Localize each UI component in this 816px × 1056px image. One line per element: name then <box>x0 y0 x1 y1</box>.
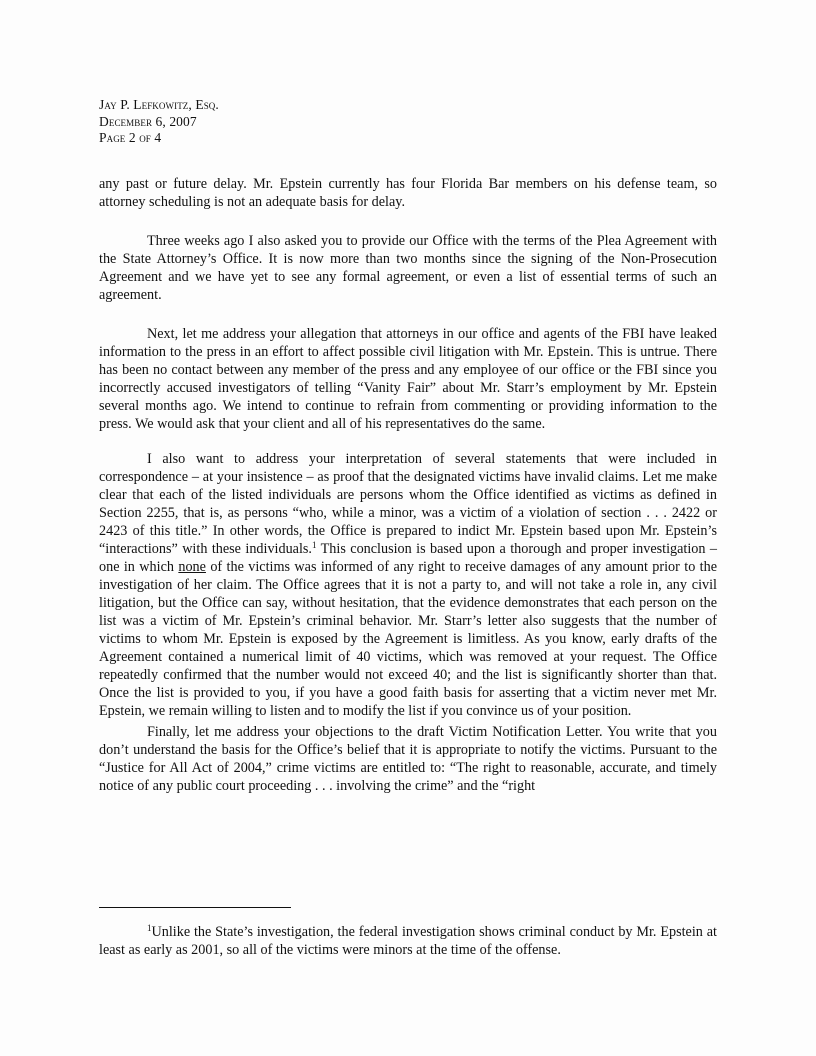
footnote-marker: 1 <box>147 923 152 933</box>
page-number: Page 2 of 4 <box>99 130 162 145</box>
footnote-reference: 1 <box>311 540 317 550</box>
letter-header <box>99 97 219 147</box>
victims-text-part-1: I also want to address your interpretation of several statements that were included in correspondence – at your insistence – as proof that the designated victims have invalid claims. Let me make clear that each of the listed individuals are persons whom the Office identified as victims as defined in Section 2255, that is, as persons “who, while a minor, was a victim of a violation of section . . . 2422 or 2423 of this title.” In other words, the Office is prepared to indict Mr. Epstein based upon Mr. Epstein’s “interactions” with these individuals. <box>99 451 717 557</box>
paragraph-victims <box>99 450 717 720</box>
paragraph-notification-letter: Finally, let me address your objections to the draft Victim Notification Letter. You write that you don’t understand the basis for the Office’s belief that it is appropriate to notify the victims. Pursuant to the “Justice for All Act of 2004,” crime victims are entitled to: “The right to reasonable, accurate, and timely notice of any public court proceeding . . . involving the crime” and the “right <box>99 724 717 794</box>
paragraph-press-leaks: Next, let me address your allegation that attorneys in our office and agents of the FBI have leaked information to the press in an effort to affect possible civil litigation with Mr. Epstein. This is untrue. There has been no contact between any member of the press and any employee of our office or the FBI since you incorrectly accused investigators of telling “Vanity Fair” about Mr. Starr’s employment by Mr. Epstein several months ago. We intend to continue to refrain from commenting or providing information to the press. We would ask that your client and all of his representatives do the same. <box>99 326 717 432</box>
footnote-text: Unlike the State’s investigation, the federal investigation shows criminal conduct by Mr. Epstein at least as early as 2001, so all of the victims were minors at the time of the offense. <box>99 924 717 958</box>
paragraph-delay: any past or future delay. Mr. Epstein currently has four Florida Bar members on his defense team, so attorney scheduling is not an adequate basis for delay. <box>99 176 717 210</box>
footnote <box>99 923 717 959</box>
paragraph-plea-agreement: Three weeks ago I also asked you to provide our Office with the terms of the Plea Agreement with the State Attorney’s Office. It is now more than two months since the signing of the Non-Prosecution Agreement and we have yet to see any formal agreement, or even a list of essential terms of such an agreement. <box>99 233 717 303</box>
letter-date: December 6, 2007 <box>99 113 197 129</box>
recipient-name: Jay P. Lefkowitz, Esq. <box>99 97 219 112</box>
underlined-word: none <box>178 559 206 575</box>
victims-text-part-3: of the victims was informed of any right to receive damages of any amount prior to the investigation of her claim. The Office agrees that it is not a party to, and will not take a role in, any civil litigation, but the Office can say, without hesitation, that the evidence demonstrates that each person on the list was a victim of Mr. Epstein’s criminal behavior. Mr. Starr’s letter also suggests that the number of victims to whom Mr. Epstein is exposed by the Agreement is limitless. As you know, early drafts of the Agreement contained a numerical limit of 40 victims, which was removed at your request. The Office repeatedly confirmed that the number would not exceed 40; and the list is significantly shorter than that. Once the list is provided to you, if you have a good faith basis for asserting that a victim never met Mr. Epstein, we remain willing to listen and to modify the list if you convince us of your position. <box>99 559 718 719</box>
victims-text-part-2: This conclusion is based upon a thorough and proper investigation – one in which <box>99 541 717 575</box>
footnote-divider <box>99 907 291 908</box>
